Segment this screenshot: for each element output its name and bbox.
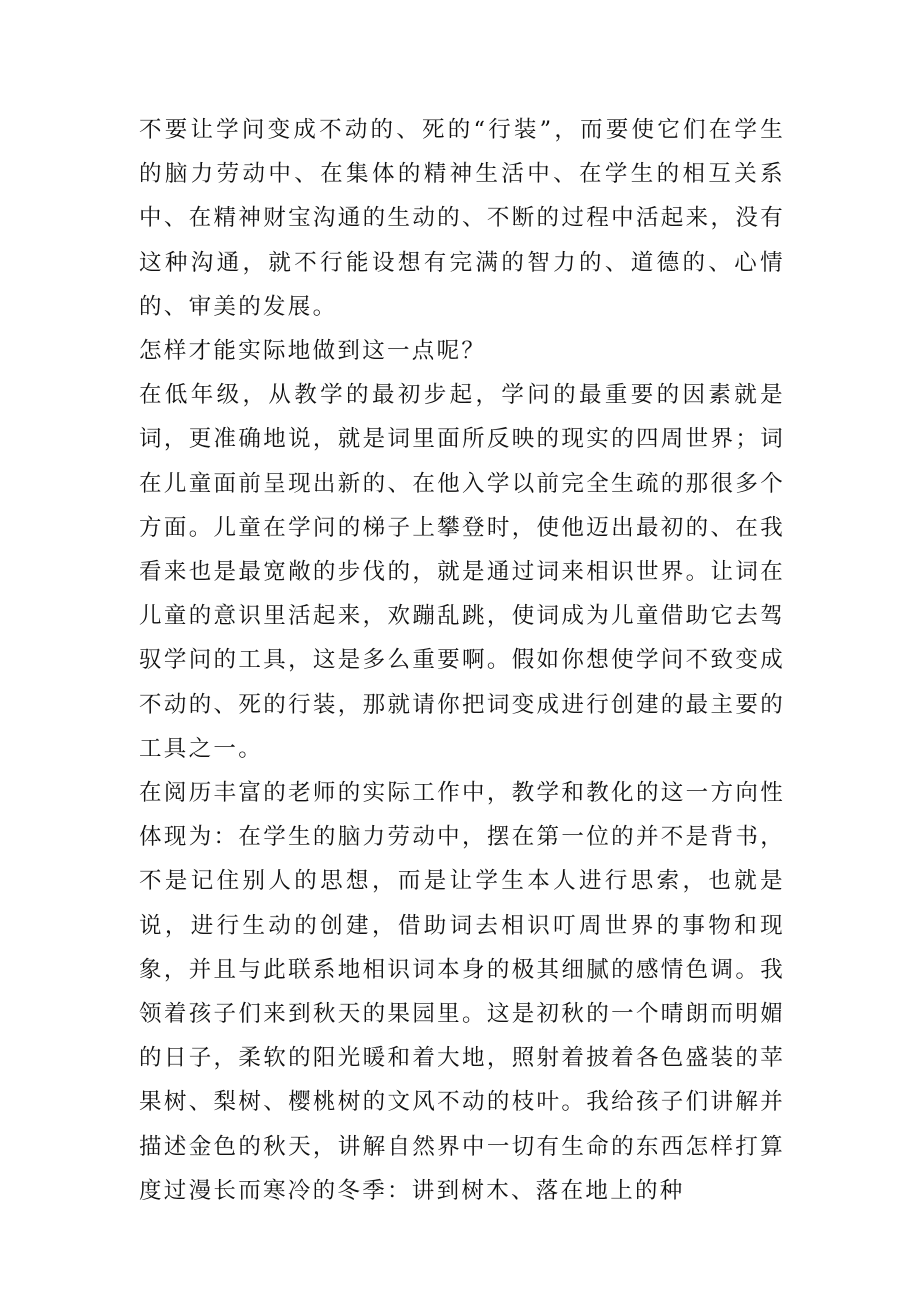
paragraph-4: 在阅历丰富的老师的实际工作中，教学和教化的这一方向性体现为：在学生的脑力劳动中，摆在第一位的并不是背书，不是记住别人的思想，而是让学生本人进行思索，也就是说，进行生动的创建，借助词去相识叮周世界的事物和现象，并且与此联系地相识词本身的极其细腻的感情色调。我领着孩子们来到秋天的果园里。这是初秋的一个晴朗而明媚的日子，柔软的阳光暖和着大地，照射着披着各色盛装的苹果树、梨树、樱桃树的文风不动的枝叶。我给孩子们讲解并描述金色的秋天，讲解自然界中一切有生命的东西怎样打算度过漫长而寒冷的冬季：讲到树木、落在地上的种	[139, 780, 785, 1204]
document-body	[139, 108, 785, 1213]
paragraph-2: 怎样才能实际地做到这一点呢？	[139, 338, 487, 365]
paragraph-3: 在低年级，从教学的最初步起，学问的最重要的因素就是词，更准确地说，就是词里面所反映的现实的四周世界；词在儿童面前呈现出新的、在他入学以前完全生疏的那很多个方面。儿童在学问的梯子上攀登时，使他迈出最初的、在我看来也是最宽敞的步伐的，就是通过词来相识世界。让词在儿童的意识里活起来，欢蹦乱跳，使词成为儿童借助它去驾驭学问的工具，这是多么重要啊。假如你想使学问不致变成不动的、死的行装，那就请你把词变成进行创建的最主要的工具之一。	[139, 382, 785, 762]
paragraph-1: 不要让学问变成不动的、死的“行装”，而要使它们在学生的脑力劳动中、在集体的精神生活中、在学生的相互关系中、在精神财宝沟通的生动的、不断的过程中活起来，没有这种沟通，就不行能设想有完满的智力的、道德的、心情的、审美的发展。	[139, 117, 785, 320]
